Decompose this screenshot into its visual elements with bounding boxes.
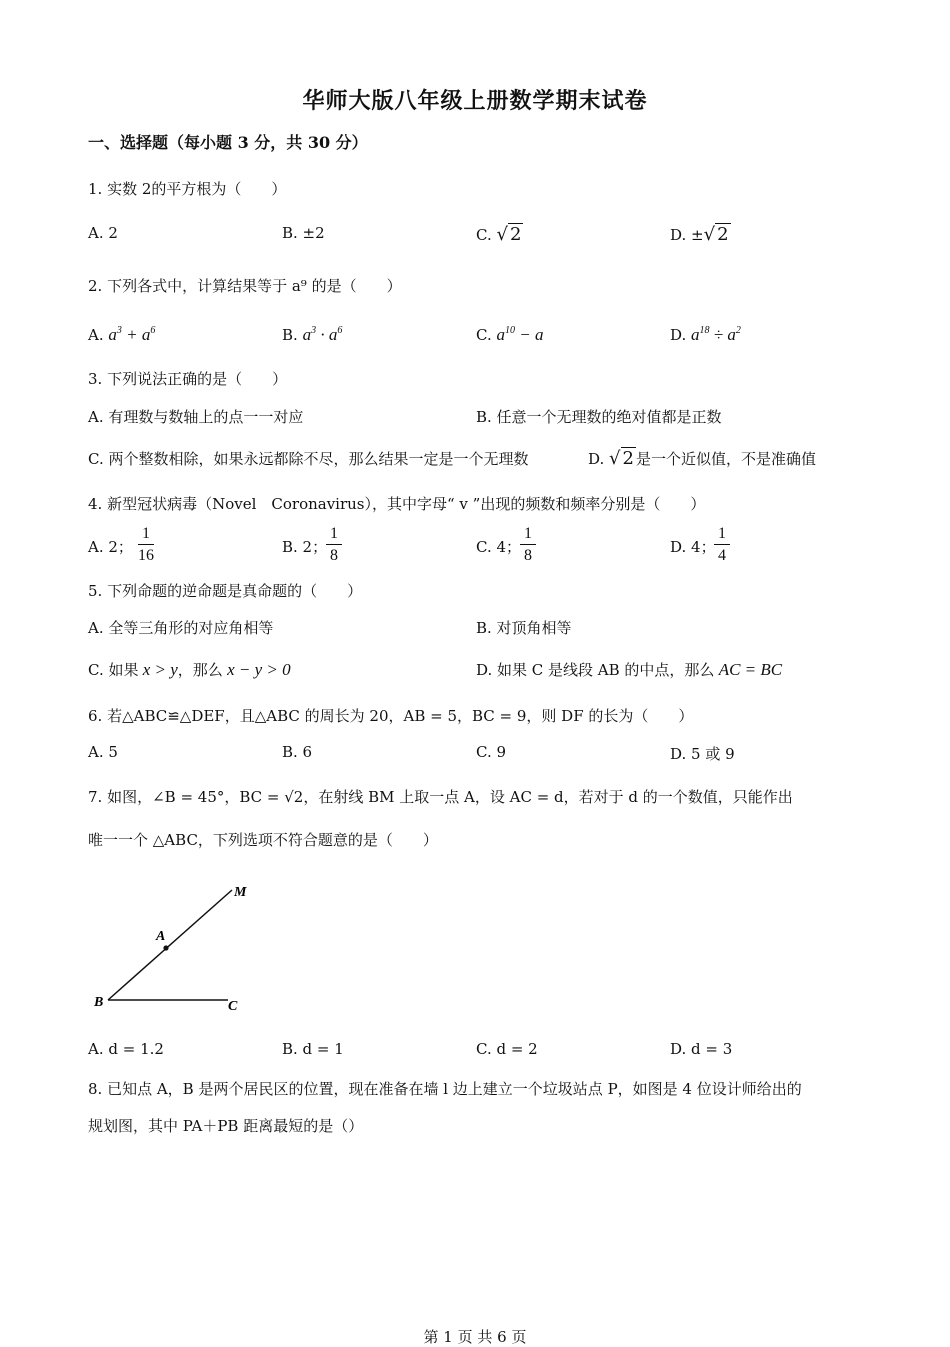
question-3-stem: 3. 下列说法正确的是（ ） [88,370,288,388]
page-title: 华师大版八年级上册数学期末试卷 [302,88,648,114]
option-d: D. 5 或 9 [670,745,735,763]
question-7-stem-line2: 唯一一个 △ABC，下列选项不符合题意的是（ ） [88,831,438,849]
fraction-a: $\frac{1}{16}$ [138,525,154,564]
label-m: M [234,885,247,900]
option-a: A. 5 [88,743,118,761]
option-c: C. d = 2 [476,1040,538,1058]
option-a: A. $a^3 + a^6$ [88,325,156,344]
option-d: D. d = 3 [670,1040,733,1058]
question-5-options-ab [88,617,868,651]
option-b: B. 6 [282,743,313,761]
option-c: C. 两个整数相除，如果永远都除不尽，那么结果一定是一个无理数 [88,450,529,468]
option-a: A. 有理数与数轴上的点一一对应 [88,408,304,426]
option-c: C. √ 2 [476,224,522,245]
option-c: C. 如果 x > y，那么 x − y > 0 [88,660,291,679]
question-7-options [88,1040,868,1074]
point-a [163,945,168,950]
option-d: D. $a^{18} \div a^2$ [670,325,741,344]
fraction-c: $\frac{1}{8}$ [520,524,536,567]
option-a: A. 全等三角形的对应角相等 [88,619,274,637]
option-c: C. $a^{10} - a$ [476,325,544,344]
question-8-stem-line1: 8. 已知点 A，B 是两个居民区的位置，现在准备在墙 l 边上建立一个垃圾站点 P，如图是 4 位设计师给出的 [88,1080,802,1098]
option-b: B. $a^3 \cdot a^6$ [282,325,343,344]
question-3-options-cd [88,448,868,482]
option-d: D. ±√ 2 [670,224,729,245]
question-6-options [88,743,868,777]
page-footer: 第 1 页 共 6 页 [423,1328,527,1346]
question-5-stem: 5. 下列命题的逆命题是真命题的（ ） [88,582,363,600]
option-d: D. 4； [670,538,716,556]
option-d: D. √ 2 是一个近似值，不是准确值 [588,448,816,469]
ray-bm [108,890,232,1000]
fraction-d: $\frac{1}{4}$ [714,524,730,567]
option-b: B. d = 1 [282,1040,344,1058]
label-a: A [156,929,166,944]
option-c: C. 4； [476,538,522,556]
option-d: D. 如果 C 是线段 AB 的中点，那么 AC = BC [476,660,783,679]
option-a: A. 2； [88,538,133,556]
question-4-stem: 4. 新型冠状病毒（Novel Coronavirus），其中字母“ v ”出现的频数和频率分别是（ ） [88,495,706,513]
option-b: B. 2； [282,538,328,556]
question-1-options [88,224,868,258]
section-heading: 一、选择题（每小题 3 分，共 30 分） [88,133,368,152]
option-b: B. ±2 [282,224,325,242]
question-7-figure [88,878,258,1018]
question-2-stem: 2. 下列各式中，计算结果等于 a⁹ 的是（ ） [88,277,402,295]
question-2-options [88,325,868,359]
question-7-stem-line1: 7. 如图，∠B = 45°，BC = √2，在射线 BM 上取一点 A，设 AC = d，若对于 d 的一个数值，只能作出 [88,788,793,806]
question-4-options [88,524,868,570]
label-c: C [228,999,238,1014]
option-a: A. d = 1.2 [88,1040,164,1058]
question-8-stem-line2: 规划图，其中 PA＋PB 距离最短的是（） [88,1117,364,1135]
option-c: C. 9 [476,743,507,761]
label-b: B [94,995,104,1010]
question-5-options-cd [88,659,868,693]
question-6-stem: 6. 若△ABC≌△DEF，且△ABC 的周长为 20，AB = 5，BC = 9，则 DF 的长为（ ） [88,707,694,725]
fraction-b: $\frac{1}{8}$ [326,524,342,567]
question-1-stem: 1. 实数 2的平方根为（ ） [88,180,287,198]
question-3-options-ab [88,406,868,440]
option-a: A. 2 [88,224,118,242]
option-b: B. 任意一个无理数的绝对值都是正数 [476,408,722,426]
option-b: B. 对顶角相等 [476,619,572,637]
